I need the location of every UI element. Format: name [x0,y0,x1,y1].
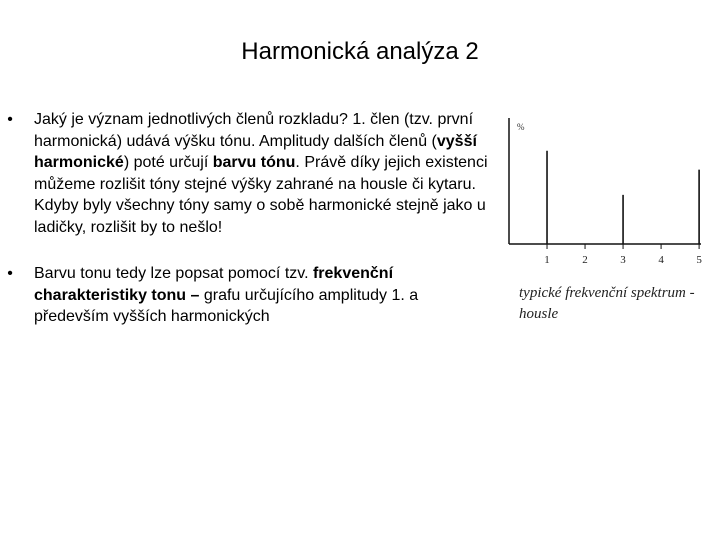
bullet-item-1 [0,109,500,238]
bullet-marker: • [7,111,13,128]
bullet-text-1 [34,109,494,238]
bullet-text-segment: grafu určujícího amplitudy 1. a především vyšších harmonických [34,286,419,325]
x-tick-label: 1 [544,254,550,266]
x-tick-label: 4 [658,254,664,266]
figure-caption: typické frekvenční spektrum - housle [519,285,695,322]
bullet-text-segment: Barvu tonu tedy lze popsat pomocí tzv. [34,265,313,282]
term-tone-color: barvu tónu [212,154,296,171]
term-frequency-characteristic: frekvenční charakteristiky tonu – [34,265,394,304]
frequency-spectrum-chart [504,116,704,268]
bullet-marker: • [7,265,13,282]
x-tick-label: 3 [620,254,626,266]
bullet-text-segment: Jaký je význam jednotlivých členů rozkladu? 1. člen (tzv. první harmonická) udává výšku tónu. Amplitudy dalších členů ( [34,111,474,150]
bullet-text-segment: ) poté určují [123,154,213,171]
bullet-text-2 [34,263,494,328]
slide-title: Harmonická analýza 2 [241,38,479,65]
y-axis-label: % [517,122,525,132]
bullet-list [0,109,500,328]
term-higher-harmonics: vyšší harmonické [34,132,477,171]
x-tick-label: 2 [582,254,588,266]
x-tick-label: 5 [696,254,702,266]
bullet-item-2 [0,263,500,328]
bullet-text-segment: . Právě díky jejich existenci můžeme rozlišit tóny stejné výšky zahrané na housle či kytaru. Kdyby byly všechny tóny samy o sobě harmonické stejně jako u ladičky, rozlišit by to nešlo! [34,154,488,236]
